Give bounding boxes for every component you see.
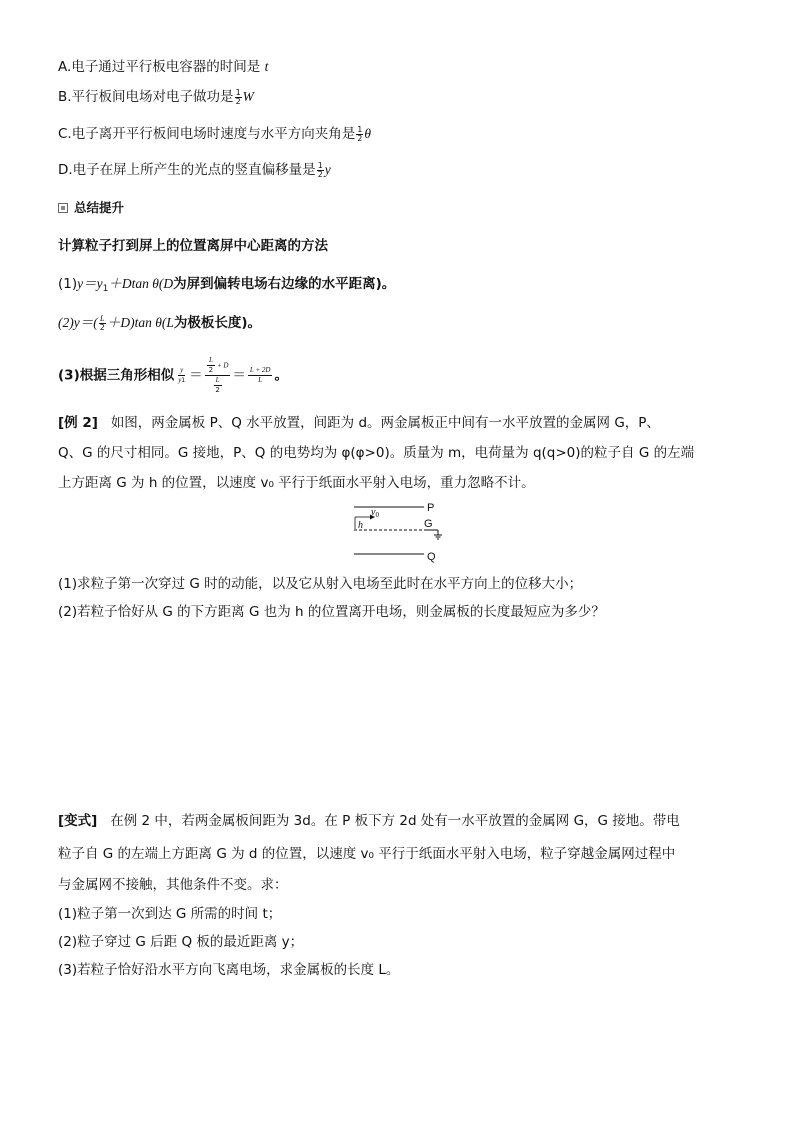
fraction-y-over-y1: $\frac{y}{y1}$	[178, 366, 186, 384]
section-square-icon	[58, 203, 68, 213]
variant-line2: 粒子自 G 的左端上方距离 G 为 d 的位置，以速度 v₀ 平行于纸面水平射入电场，粒子穿越金属网过程中	[58, 846, 676, 862]
example2-line3: 上方距离 G 为 h 的位置，以速度 v₀ 平行于纸面水平射入电场，重力忽略不计。	[58, 475, 535, 491]
example2-question2: (2)若粒子恰好从 G 的下方距离 G 也为 h 的位置离开电场，则金属板的长度最短应为多少？	[58, 604, 605, 620]
variant-question3: (3)若粒子恰好沿水平方向飞离电场，求金属板的长度 L。	[58, 962, 400, 978]
fraction: $\frac{1}{2}$	[317, 160, 323, 179]
summary-title: 计算粒子打到屏上的位置离屏中心距离的方法	[58, 238, 328, 254]
fraction: $\frac{1}{2}$	[357, 124, 363, 143]
option-c: C.电子离开平行板间电场时速度与水平方向夹角是 $\frac{1}{2}$ θ	[58, 124, 371, 143]
formula-1: $(1)y=y_1+Dtan$ θ(D为屏到偏转电场右边缘的水平距离)。	[58, 276, 396, 294]
example2-line2: Q、G 的尺寸相同。G 接地，P、Q 的电势均为 φ(φ>0)。质量为 m，电荷量为 q(q>0)的粒子自 G 的左端	[58, 445, 695, 461]
formula-2: (2)y＝( $\frac{L}{2}$ ＋D)tan θ(L为极板长度)。	[58, 313, 262, 332]
option-d: D.电子在屏上所产生的光点的竖直偏移量是 $\frac{1}{2}$ y	[58, 160, 331, 179]
variant-line1: [变式] 在例 2 中，若两金属板间距为 3d。在 P 板下方 2d 处有一水平放置的金属网 G，G 接地。带电	[58, 813, 680, 829]
summary-header: 总结提升	[58, 199, 124, 217]
label-p: P	[427, 502, 435, 514]
fraction-half-L-plus-D: $\frac{L}{2}$ + D $\frac{L}{2}$	[205, 356, 231, 395]
label-v0: $v_0$	[371, 507, 379, 519]
example2-question1: (1)求粒子第一次穿过 G 时的动能，以及它从射入电场至此时在水平方向上的位移大小；	[58, 576, 583, 592]
fraction: $\frac{1}{2}$	[235, 87, 241, 106]
capacitor-figure	[340, 498, 460, 564]
example2-line1: [例 2] 如图，两金属板 P、Q 水平放置，间距为 d。两金属板正中间有一水平放置的金属网 G，P、	[58, 415, 660, 431]
option-a: A.电子通过平行板电容器的时间是 t	[58, 59, 269, 75]
formula-3: (3)根据三角形相似 $\frac{y}{y1}$ ＝ $\frac{L}{2}$ + D $\frac{L}{2}$ ＝ $\frac{L + 2D}{L}$ 。	[58, 356, 288, 394]
fraction-L-plus-2D-over-L: $\frac{L + 2D}{L}$	[249, 366, 271, 384]
variant-question2: (2)粒子穿过 G 后距 Q 板的最近距离 y；	[58, 934, 304, 950]
fraction: $\frac{L}{2}$	[99, 313, 105, 332]
label-g: G	[424, 518, 433, 530]
variant-question1: (1)粒子第一次到达 G 所需的时间 t；	[58, 906, 282, 922]
variant-line3: 与金属网不接触，其他条件不变。求：	[58, 877, 288, 893]
option-b: B.平行板间电场对电子做功是 $\frac{1}{2}$ W	[58, 87, 254, 106]
label-h: h	[358, 520, 363, 531]
label-q: Q	[427, 551, 436, 563]
